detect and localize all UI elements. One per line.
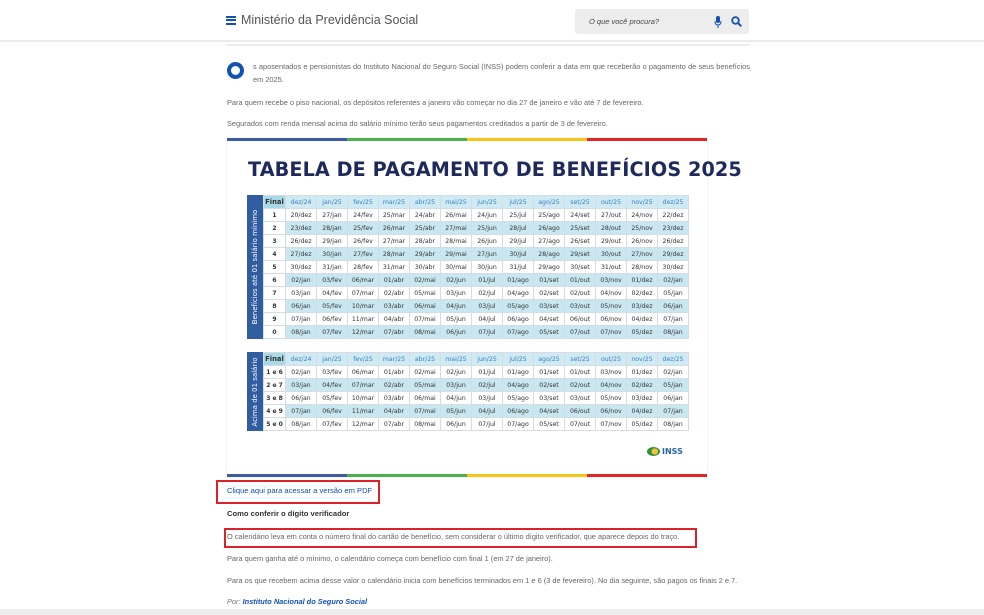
figure-title: TABELA DE PAGAMENTO DE BENEFÍCIOS 2025 <box>248 158 742 181</box>
footer-divider <box>0 609 984 615</box>
table-row <box>264 209 689 222</box>
payment-date-cell: 27/ago <box>534 235 565 248</box>
payment-date-cell: 04/ago <box>503 379 534 392</box>
colorbar-top <box>227 138 707 141</box>
payment-date-cell: 29/set <box>565 248 596 261</box>
payment-date-cell: 01/jul <box>472 366 503 379</box>
payment-date-cell: 01/set <box>534 366 565 379</box>
payment-date-cell: 05/mai <box>410 287 441 300</box>
payment-date-cell: 06/nov <box>596 313 627 326</box>
table-row <box>264 261 689 274</box>
payment-date-cell: 02/set <box>534 287 565 300</box>
payment-date-cell: 10/mar <box>348 392 379 405</box>
payment-table-1 <box>263 195 689 339</box>
column-header-month: mai/25 <box>441 353 472 366</box>
payment-date-cell: 06/jun <box>441 326 472 339</box>
final-digit-cell: 6 <box>264 274 286 287</box>
payment-date-cell: 06/mai <box>410 392 441 405</box>
payment-date-cell: 03/jul <box>472 392 503 405</box>
payment-date-cell: 03/jun <box>441 287 472 300</box>
search-input[interactable] <box>589 14 709 29</box>
payment-date-cell: 28/ago <box>534 248 565 261</box>
payment-date-cell: 27/mai <box>441 222 472 235</box>
final-digit-cell: 8 <box>264 300 286 313</box>
payment-date-cell: 05/mai <box>410 379 441 392</box>
payment-date-cell: 26/fev <box>348 235 379 248</box>
payment-date-cell: 07/out <box>565 418 596 431</box>
table-row <box>264 235 689 248</box>
payment-date-cell: 07/nov <box>596 418 627 431</box>
payment-date-cell: 08/jan <box>286 418 317 431</box>
column-header-month: dez/24 <box>286 196 317 209</box>
payment-date-cell: 28/abr <box>410 235 441 248</box>
payment-date-cell: 07/mar <box>348 379 379 392</box>
payment-date-cell: 02/jul <box>472 379 503 392</box>
payment-date-cell: 05/set <box>534 326 565 339</box>
payment-date-cell: 03/nov <box>596 366 627 379</box>
payment-date-cell: 02/abr <box>379 379 410 392</box>
column-header-final: Final <box>264 196 286 209</box>
payment-date-cell: 01/out <box>565 366 596 379</box>
payment-date-cell: 06/jun <box>441 418 472 431</box>
payment-date-cell: 24/fev <box>348 209 379 222</box>
payment-date-cell: 30/mai <box>441 261 472 274</box>
payment-date-cell: 08/jan <box>658 418 689 431</box>
payment-date-cell: 02/mai <box>410 274 441 287</box>
column-header-month: dez/25 <box>658 196 689 209</box>
payment-date-cell: 26/mai <box>441 209 472 222</box>
payment-date-cell: 28/mar <box>379 248 410 261</box>
payment-date-cell: 07/fev <box>317 326 348 339</box>
dropcap-letter-o <box>227 62 244 79</box>
payment-date-cell: 03/jan <box>286 287 317 300</box>
payment-date-cell: 07/jul <box>472 326 503 339</box>
payment-date-cell: 05/dez <box>627 326 658 339</box>
payment-date-cell: 02/jan <box>286 274 317 287</box>
payment-date-cell: 07/abr <box>379 418 410 431</box>
table-above-minimum <box>247 352 689 431</box>
payment-date-cell: 31/mar <box>379 261 410 274</box>
column-header-month: mai/25 <box>441 196 472 209</box>
column-header-month: ago/25 <box>534 196 565 209</box>
payment-date-cell: 28/jul <box>503 222 534 235</box>
payment-date-cell: 07/jan <box>286 405 317 418</box>
table-header-row <box>264 196 689 209</box>
paragraph-4: Para quem ganha até o mínimo, o calendário começa com benefício com final 1 (em 27 de janeiro). <box>227 554 553 563</box>
payment-date-cell: 25/mar <box>379 209 410 222</box>
payment-date-cell: 29/out <box>596 235 627 248</box>
column-header-final: Final <box>264 353 286 366</box>
payment-date-cell: 03/dez <box>627 300 658 313</box>
payment-date-cell: 30/jul <box>503 248 534 261</box>
payment-date-cell: 30/dez <box>286 261 317 274</box>
payment-date-cell: 01/ago <box>503 366 534 379</box>
payment-date-cell: 07/abr <box>379 326 410 339</box>
payment-date-cell: 02/dez <box>627 379 658 392</box>
payment-date-cell: 20/dez <box>286 209 317 222</box>
payment-date-cell: 06/out <box>565 313 596 326</box>
payment-date-cell: 02/jul <box>472 287 503 300</box>
payment-date-cell: 08/mai <box>410 326 441 339</box>
payment-date-cell: 08/mai <box>410 418 441 431</box>
payment-date-cell: 25/ago <box>534 209 565 222</box>
payment-date-cell: 31/out <box>596 261 627 274</box>
payment-date-cell: 05/jan <box>658 287 689 300</box>
payment-date-cell: 04/set <box>534 313 565 326</box>
payment-date-cell: 06/ago <box>503 313 534 326</box>
side-label-above: Acima de 01 salário <box>247 352 263 431</box>
payment-date-cell: 26/ago <box>534 222 565 235</box>
payment-date-cell: 04/jul <box>472 405 503 418</box>
table-row <box>264 405 689 418</box>
payment-date-cell: 07/fev <box>317 418 348 431</box>
table-row <box>264 248 689 261</box>
payment-date-cell: 30/set <box>565 261 596 274</box>
paragraph-2: Segurados com renda mensal acima do salário mínimo terão seus pagamentos creditados a partir de 3 de fevereiro. <box>227 119 608 128</box>
payment-date-cell: 23/dez <box>658 222 689 235</box>
final-digit-cell: 0 <box>264 326 286 339</box>
payment-date-cell: 07/ago <box>503 326 534 339</box>
payment-date-cell: 30/out <box>596 248 627 261</box>
payment-date-cell: 02/set <box>534 379 565 392</box>
table-row <box>264 366 689 379</box>
payment-date-cell: 03/out <box>565 300 596 313</box>
payment-date-cell: 07/jul <box>472 418 503 431</box>
divider <box>227 44 750 46</box>
payment-date-cell: 03/out <box>565 392 596 405</box>
column-header-month: nov/25 <box>627 353 658 366</box>
pdf-version-link[interactable]: Clique aqui para acessar a versão em PDF <box>227 486 373 495</box>
payment-date-cell: 04/nov <box>596 287 627 300</box>
payment-date-cell: 02/jun <box>441 366 472 379</box>
column-header-month: dez/24 <box>286 353 317 366</box>
payment-date-cell: 25/nov <box>627 222 658 235</box>
payment-date-cell: 02/jan <box>286 366 317 379</box>
payment-date-cell: 05/nov <box>596 300 627 313</box>
payment-date-cell: 03/set <box>534 392 565 405</box>
payment-date-cell: 03/fev <box>317 274 348 287</box>
table-row <box>264 300 689 313</box>
payment-date-cell: 05/jun <box>441 405 472 418</box>
payment-date-cell: 12/mar <box>348 326 379 339</box>
final-digit-cell: 3 <box>264 235 286 248</box>
payment-date-cell: 29/dez <box>658 248 689 261</box>
payment-date-cell: 01/out <box>565 274 596 287</box>
table-header-row <box>264 353 689 366</box>
final-digit-cell: 4 e 9 <box>264 405 286 418</box>
payment-date-cell: 10/mar <box>348 300 379 313</box>
hamburger-menu-icon[interactable] <box>226 16 236 25</box>
payment-date-cell: 04/jun <box>441 392 472 405</box>
column-header-month: out/25 <box>596 353 627 366</box>
payment-date-cell: 04/dez <box>627 405 658 418</box>
payment-date-cell: 02/mai <box>410 366 441 379</box>
column-header-month: jul/25 <box>503 353 534 366</box>
payment-date-cell: 24/abr <box>410 209 441 222</box>
final-digit-cell: 7 <box>264 287 286 300</box>
payment-date-cell: 22/dez <box>658 209 689 222</box>
payment-date-cell: 01/set <box>534 274 565 287</box>
payment-date-cell: 02/jan <box>658 366 689 379</box>
column-header-month: mar/25 <box>379 196 410 209</box>
column-header-month: jan/25 <box>317 196 348 209</box>
payment-date-cell: 05/nov <box>596 392 627 405</box>
payment-date-cell: 30/dez <box>658 261 689 274</box>
payment-date-cell: 05/dez <box>627 418 658 431</box>
payment-date-cell: 07/jan <box>658 405 689 418</box>
column-header-month: abr/25 <box>410 196 441 209</box>
payment-date-cell: 26/set <box>565 235 596 248</box>
column-header-month: mar/25 <box>379 353 410 366</box>
site-title: Ministério da Previdência Social <box>241 13 419 27</box>
payment-table-image <box>227 138 742 477</box>
table-row <box>264 379 689 392</box>
column-header-month: fev/25 <box>348 196 379 209</box>
payment-date-cell: 04/ago <box>503 287 534 300</box>
byline: Por: Instituto Nacional do Seguro Social <box>227 597 368 606</box>
column-header-month: abr/25 <box>410 353 441 366</box>
payment-date-cell: 01/jul <box>472 274 503 287</box>
author-link[interactable]: Instituto Nacional do Seguro Social <box>242 597 368 606</box>
final-digit-cell: 1 e 6 <box>264 366 286 379</box>
payment-date-cell: 04/fev <box>317 379 348 392</box>
payment-date-cell: 01/dez <box>627 274 658 287</box>
payment-date-cell: 06/mar <box>348 274 379 287</box>
payment-date-cell: 05/jun <box>441 313 472 326</box>
payment-date-cell: 02/out <box>565 379 596 392</box>
payment-date-cell: 25/abr <box>410 222 441 235</box>
payment-date-cell: 04/nov <box>596 379 627 392</box>
payment-date-cell: 05/jan <box>658 379 689 392</box>
payment-date-cell: 06/out <box>565 405 596 418</box>
payment-date-cell: 29/mai <box>441 248 472 261</box>
table-minimum-wage <box>247 195 689 339</box>
payment-date-cell: 27/out <box>596 209 627 222</box>
section-heading: Como conferir o dígito verificador <box>227 509 350 518</box>
payment-date-cell: 03/jan <box>286 379 317 392</box>
table-row <box>264 313 689 326</box>
payment-date-cell: 27/dez <box>286 248 317 261</box>
payment-date-cell: 01/abr <box>379 366 410 379</box>
payment-date-cell: 11/mar <box>348 313 379 326</box>
search-box <box>575 9 749 34</box>
payment-date-cell: 28/mai <box>441 235 472 248</box>
table-row <box>264 274 689 287</box>
payment-date-cell: 03/dez <box>627 392 658 405</box>
column-header-month: ago/25 <box>534 353 565 366</box>
side-label-minimum: Benefícios até 01 salário mínimo <box>247 195 263 339</box>
column-header-month: set/25 <box>565 196 596 209</box>
payment-date-cell: 24/jun <box>472 209 503 222</box>
payment-date-cell: 08/jan <box>658 326 689 339</box>
payment-date-cell: 06/mar <box>348 366 379 379</box>
payment-date-cell: 01/dez <box>627 366 658 379</box>
payment-date-cell: 27/mar <box>379 235 410 248</box>
payment-date-cell: 26/dez <box>286 235 317 248</box>
payment-date-cell: 05/ago <box>503 392 534 405</box>
inss-emblem-icon <box>647 447 660 456</box>
column-header-month: fev/25 <box>348 353 379 366</box>
payment-date-cell: 31/jan <box>317 261 348 274</box>
payment-date-cell: 07/jan <box>286 313 317 326</box>
payment-date-cell: 07/jan <box>658 313 689 326</box>
payment-date-cell: 03/abr <box>379 300 410 313</box>
lead-text: s aposentados e pensionistas do Instituto Nacional do Seguro Social (INSS) podem conferir a data em que receberão o pagamento de seus benefícios em 2025. <box>253 62 750 84</box>
column-header-month: out/25 <box>596 196 627 209</box>
payment-date-cell: 30/abr <box>410 261 441 274</box>
final-digit-cell: 4 <box>264 248 286 261</box>
payment-date-cell: 26/dez <box>658 235 689 248</box>
paragraph-3: O calendário leva em conta o número final do cartão de benefício, sem considerar o último dígito verificador, que aparece depois do traço. <box>227 532 680 541</box>
payment-date-cell: 02/abr <box>379 287 410 300</box>
payment-date-cell: 06/jan <box>286 300 317 313</box>
payment-date-cell: 01/abr <box>379 274 410 287</box>
payment-date-cell: 26/nov <box>627 235 658 248</box>
payment-date-cell: 29/jan <box>317 235 348 248</box>
payment-date-cell: 05/ago <box>503 300 534 313</box>
payment-date-cell: 03/fev <box>317 366 348 379</box>
payment-date-cell: 03/set <box>534 300 565 313</box>
payment-date-cell: 29/ago <box>534 261 565 274</box>
payment-date-cell: 06/fev <box>317 313 348 326</box>
payment-date-cell: 27/jun <box>472 248 503 261</box>
payment-date-cell: 03/nov <box>596 274 627 287</box>
table-row <box>264 326 689 339</box>
payment-date-cell: 26/mar <box>379 222 410 235</box>
table-row <box>264 392 689 405</box>
column-header-month: jun/25 <box>472 196 503 209</box>
payment-date-cell: 06/jan <box>658 392 689 405</box>
payment-date-cell: 12/mar <box>348 418 379 431</box>
payment-date-cell: 02/dez <box>627 287 658 300</box>
table-row <box>264 418 689 431</box>
payment-date-cell: 07/nov <box>596 326 627 339</box>
payment-date-cell: 04/fev <box>317 287 348 300</box>
payment-date-cell: 28/out <box>596 222 627 235</box>
payment-date-cell: 29/jul <box>503 235 534 248</box>
payment-date-cell: 25/fev <box>348 222 379 235</box>
column-header-month: dez/25 <box>658 353 689 366</box>
payment-date-cell: 27/nov <box>627 248 658 261</box>
final-digit-cell: 9 <box>264 313 286 326</box>
payment-date-cell: 30/jan <box>317 248 348 261</box>
final-digit-cell: 1 <box>264 209 286 222</box>
payment-date-cell: 06/jan <box>658 300 689 313</box>
payment-date-cell: 27/jan <box>317 209 348 222</box>
payment-date-cell: 23/dez <box>286 222 317 235</box>
site-header <box>0 0 984 42</box>
payment-date-cell: 07/mai <box>410 313 441 326</box>
payment-date-cell: 06/nov <box>596 405 627 418</box>
payment-date-cell: 05/fev <box>317 392 348 405</box>
payment-date-cell: 01/ago <box>503 274 534 287</box>
payment-date-cell: 25/set <box>565 222 596 235</box>
table-row <box>264 222 689 235</box>
column-header-month: jan/25 <box>317 353 348 366</box>
payment-date-cell: 28/jan <box>317 222 348 235</box>
payment-date-cell: 08/jan <box>286 326 317 339</box>
magnifier-icon[interactable] <box>731 16 742 27</box>
payment-date-cell: 05/set <box>534 418 565 431</box>
payment-date-cell: 04/dez <box>627 313 658 326</box>
payment-date-cell: 06/fev <box>317 405 348 418</box>
inss-logo: INSS <box>647 447 683 456</box>
payment-date-cell: 04/abr <box>379 405 410 418</box>
final-digit-cell: 2 e 7 <box>264 379 286 392</box>
payment-date-cell: 24/set <box>565 209 596 222</box>
payment-date-cell: 06/ago <box>503 405 534 418</box>
payment-date-cell: 07/mai <box>410 405 441 418</box>
payment-date-cell: 27/fev <box>348 248 379 261</box>
payment-date-cell: 04/set <box>534 405 565 418</box>
final-digit-cell: 5 <box>264 261 286 274</box>
payment-date-cell: 25/jul <box>503 209 534 222</box>
column-header-month: set/25 <box>565 353 596 366</box>
colorbar-bottom <box>227 474 707 477</box>
payment-date-cell: 07/mar <box>348 287 379 300</box>
payment-date-cell: 03/jul <box>472 300 503 313</box>
payment-date-cell: 02/out <box>565 287 596 300</box>
payment-date-cell: 02/jan <box>658 274 689 287</box>
payment-date-cell: 30/jun <box>472 261 503 274</box>
payment-date-cell: 04/jun <box>441 300 472 313</box>
microphone-icon[interactable] <box>714 16 722 28</box>
payment-date-cell: 24/nov <box>627 209 658 222</box>
column-header-month: jul/25 <box>503 196 534 209</box>
payment-date-cell: 06/mai <box>410 300 441 313</box>
payment-date-cell: 29/abr <box>410 248 441 261</box>
payment-date-cell: 25/jun <box>472 222 503 235</box>
payment-date-cell: 04/jul <box>472 313 503 326</box>
final-digit-cell: 5 e 0 <box>264 418 286 431</box>
payment-date-cell: 31/jul <box>503 261 534 274</box>
paragraph-1: Para quem recebe o piso nacional, os depósitos referentes a janeiro vão começar no dia 27 de janeiro e vão até 7 de fevereiro. <box>227 98 644 107</box>
column-header-month: nov/25 <box>627 196 658 209</box>
payment-table-2 <box>263 352 689 431</box>
final-digit-cell: 2 <box>264 222 286 235</box>
final-digit-cell: 3 e 8 <box>264 392 286 405</box>
payment-date-cell: 04/abr <box>379 313 410 326</box>
site-brand-link[interactable] <box>226 13 418 27</box>
payment-date-cell: 11/mar <box>348 405 379 418</box>
payment-date-cell: 05/fev <box>317 300 348 313</box>
payment-date-cell: 07/ago <box>503 418 534 431</box>
payment-date-cell: 28/nov <box>627 261 658 274</box>
payment-date-cell: 02/jun <box>441 274 472 287</box>
column-header-month: jun/25 <box>472 353 503 366</box>
payment-date-cell: 26/jun <box>472 235 503 248</box>
paragraph-5: Para os que recebem acima desse valor o calendário inicia com benefícios terminados em 1 e 6 (3 de fevereiro). No dia seguinte, são pagos os finais 2 e 7. <box>227 576 738 585</box>
payment-date-cell: 28/fev <box>348 261 379 274</box>
payment-date-cell: 07/out <box>565 326 596 339</box>
table-row <box>264 287 689 300</box>
payment-date-cell: 03/abr <box>379 392 410 405</box>
payment-date-cell: 06/jan <box>286 392 317 405</box>
payment-date-cell: 03/jun <box>441 379 472 392</box>
